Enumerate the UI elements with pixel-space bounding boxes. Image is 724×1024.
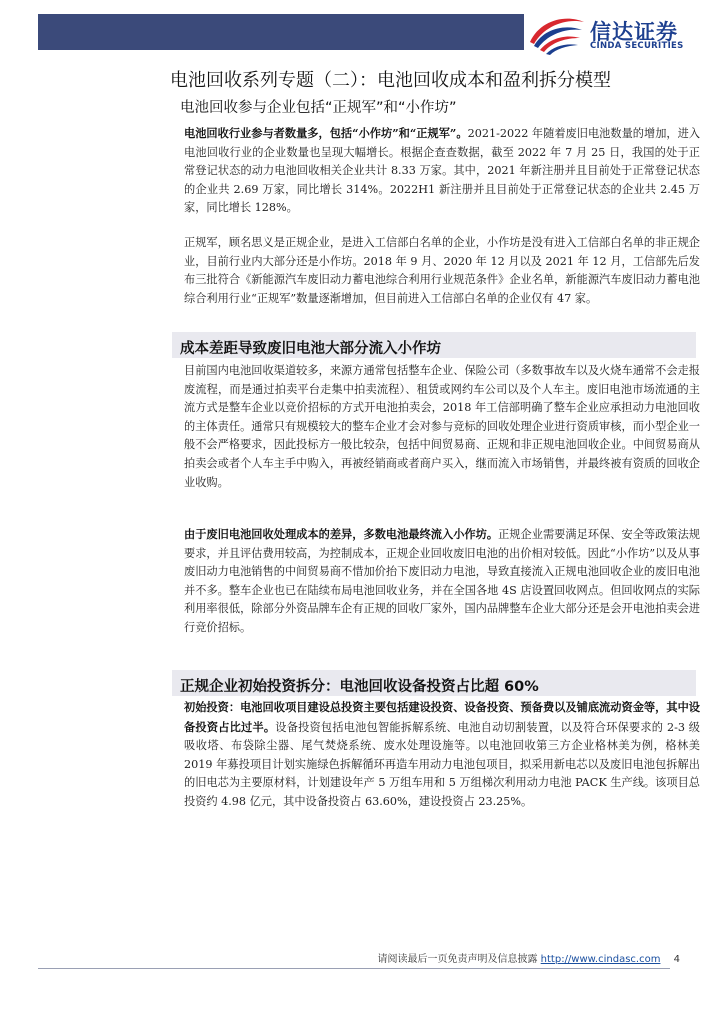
header-band xyxy=(38,14,524,50)
paragraph-lead: 由于废旧电池回收处理成本的差异，多数电池最终流入小作坊。 xyxy=(184,527,499,541)
paragraph-initial-investment xyxy=(184,698,700,812)
paragraph-text: 正规企业需要满足环保、安全等政策法规要求，并且评估费用较高，为控制成本，正规企业回收废旧电池的出价相对较低。因此“小作坊”以及从事废旧动力电池销售的中间贸易商不惜加价抬下废旧动力电池，导致直接流入正规电池回收企业的废旧电池并不多。整车企业也已在陆续布局电池回收业务，并在全国各地 4S 店设置回收网点。但回收网点的实际利用率很低，除部分外资品牌车企有正规的回收厂家外，国内品牌整车企业大部分还是会开电池拍卖会进行竞价招标。 xyxy=(184,528,700,634)
page-number: 4 xyxy=(673,954,680,965)
section-heading-participants: 电池回收参与企业包括“正规军”和“小作坊” xyxy=(180,100,457,116)
paragraph-regular-vs-workshop xyxy=(184,234,700,308)
footer-disclaimer: 请阅读最后一页免责声明及信息披露 xyxy=(377,954,538,965)
paragraph-text: 正规军，顾名思义是正规企业，是进入工信部白名单的企业，小作坊是没有进入工信部白名单的非正规企业，目前行业内大部分还是小作坊。2018 年 9 月、2020 年 12 月以及 2021 年 12 月，工信部先后发布三批符合《新能源汽车废旧动力蓄电池综合利用行业规范条件》企业名单，新能源汽车废旧动力蓄电池综合利用行业“正规军”数量逐渐增加，但目前进入工信部白名单的企业仅有 47 家。 xyxy=(184,236,700,305)
page-title: 电池回收系列专题（二）：电池回收成本和盈利拆分模型 xyxy=(170,70,611,91)
paragraph-cost-difference xyxy=(184,525,700,638)
section-heading-initial-investment: 正规企业初始投资拆分：电池回收设备投资占比超 60% xyxy=(180,679,539,695)
paragraph-industry-participants xyxy=(184,124,700,218)
footer-website-link[interactable]: http://www.cindasc.com xyxy=(540,954,661,965)
paragraph-recycling-channels xyxy=(184,362,700,492)
paragraph-text: 设备投资包括电池包智能拆解系统、电池自动切割装置，以及符合环保要求的 2-3 级吸收塔、布袋除尘器、尾气焚烧系统、废水处理设施等。以电池回收第三方企业格林美为例，格林美 2019 年募投项目计划实施绿色拆解循环再造车用动力电池包项目，拟采用新电芯以及废旧电池包拆解出的旧电芯为主要原材料，计划建设年产 5 万组车用和 5 万组梯次利用动力电池 PACK 生产线。该项目总投资约 4.98 亿元，其中设备投资占 63.60%，建设投资占 23.25%。 xyxy=(184,720,700,808)
paragraph-lead: 初始投资：电池回收项目建设总投资主要包括建设投资、设备投资、预备费以及铺底流动资金等，其中设备投资占比过半。 xyxy=(184,700,700,734)
section-heading-cost-gap: 成本差距导致废旧电池大部分流入小作坊 xyxy=(180,341,441,357)
footer-divider xyxy=(38,968,670,969)
cinda-logo-icon xyxy=(526,8,588,58)
logo-name-cn: 信达证券 xyxy=(590,20,678,44)
section-bar-cost-gap xyxy=(172,332,696,358)
section-bar-initial-investment xyxy=(172,670,696,696)
paragraph-text: 目前国内电池回收渠道较多，来源方通常包括整车企业、保险公司（多数事故车以及火烧车通常不会走报废流程，而是通过拍卖平台走集中拍卖流程）、租赁或网约车公司以及个人车主。废旧电池市场流通的主流方式是整车企业以竞价招标的方式开电池拍卖会，2018 年工信部明确了整车企业应承担动力电池回收的主体责任。通常只有规模较大的整车企业才会对参与竞标的回收处理企业进行资质审核，而小型企业一般不会严格要求，因此投标方一般比较杂，包括中间贸易商、正规和非正规电池回收企业。中间贸易商从拍卖会或者个人车主手中购入，再被经销商或者商户买入，继而流入市场销售，并最终被有资质的回收企业收购。 xyxy=(184,364,700,489)
logo-name-en: CINDA SECURITIES xyxy=(590,41,684,51)
paragraph-lead: 电池回收行业参与者数量多，包括“小作坊”和“正规军”。 xyxy=(184,126,468,140)
paragraph-text: 2021-2022 年随着废旧电池数量的增加，进入电池回收行业的企业数量也呈现大幅增长。根据企查查数据，截至 2022 年 7 月 25 日，我国的处于正常登记状态的动力电池回收相关企业共计 8.33 万家。其中，2021 年新注册并且目前处于正常登记状态的企业共 2.69 万家，同比增长 314%。2022H1 新注册并且目前处于正常登记状态的企业共 2.45 万家，同比增长 128%。 xyxy=(184,127,701,215)
cinda-securities-logo xyxy=(526,8,706,58)
page-footer xyxy=(377,950,680,965)
